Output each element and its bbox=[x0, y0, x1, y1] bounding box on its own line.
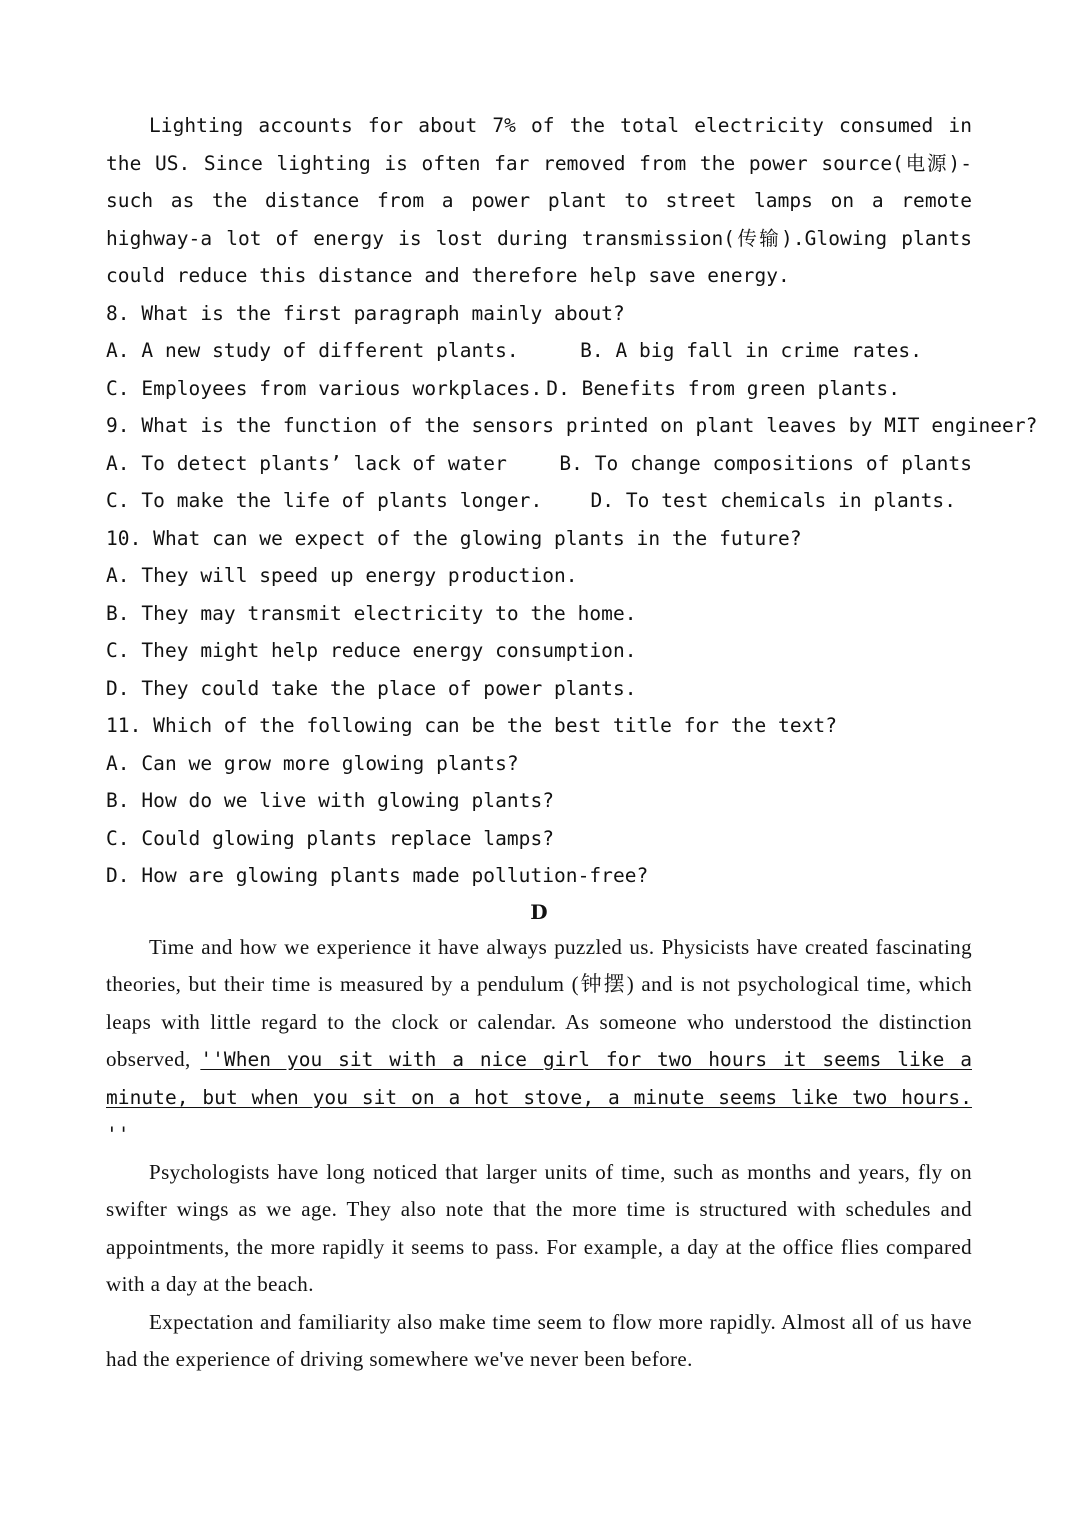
option-d: D. They could take the place of power plants. bbox=[106, 676, 637, 700]
option-b: B. How do we live with glowing plants? bbox=[106, 789, 555, 812]
passage-d-paragraph-1 bbox=[106, 929, 972, 1154]
page-content bbox=[106, 107, 1038, 1379]
question-10 bbox=[106, 520, 972, 708]
question-stem bbox=[106, 520, 972, 558]
question-stem bbox=[106, 295, 972, 333]
options-row-cd bbox=[106, 482, 972, 520]
options-row-ab bbox=[106, 332, 972, 370]
question-8 bbox=[106, 295, 972, 408]
option-a: A. They will speed up energy production. bbox=[106, 564, 578, 587]
passage-d-paragraph-3 bbox=[106, 1304, 972, 1379]
question-text: What is the first paragraph mainly about? bbox=[141, 301, 625, 325]
question-text: Which of the following can be the best title for the text? bbox=[153, 714, 837, 737]
question-stem bbox=[106, 707, 972, 745]
question-number: 11. bbox=[106, 714, 142, 737]
question-number: 10. bbox=[106, 526, 142, 550]
option-c: C. They might help reduce energy consumption. bbox=[106, 639, 637, 662]
closing-quote-mark: '' bbox=[106, 1123, 130, 1146]
option-c: C. Could glowing plants replace lamps? bbox=[106, 826, 555, 850]
question-number: 8. bbox=[106, 301, 130, 325]
question-9 bbox=[106, 407, 1038, 520]
option-c: C. To make the life of plants longer. bbox=[106, 489, 543, 512]
option-a: A. A new study of different plants. bbox=[106, 339, 519, 362]
option-d: D. Benefits from green plants. bbox=[546, 376, 900, 400]
passage-c-final-paragraph: Lighting accounts for about 7% of the total electricity consumed in the US. Since lighting is often far removed from the power source(电源)-such as the distance from a power plant to street lamps on a remote highway-a lot of energy is lost during transmission(传输).Glowing plants could reduce this distance and therefore help save energy. bbox=[106, 114, 972, 287]
options-row-ab bbox=[106, 445, 972, 483]
passage-d-paragraph-2 bbox=[106, 1154, 972, 1304]
option-d: D. How are glowing plants made pollution-free? bbox=[106, 864, 649, 887]
option-b: B. To change compositions of plants bbox=[559, 451, 972, 475]
option-b: B. A big fall in crime rates. bbox=[580, 339, 922, 362]
paragraph-text: Psychologists have long noticed that larger units of time, such as months and years, fly on swifter wings as we age. They also note that the more time is structured with schedules and appointments, the more rapidly it seems to pass. For example, a day at the office flies compared with a day at the beach. bbox=[106, 1159, 972, 1296]
option-c: C. Employees from various workplaces. bbox=[106, 376, 543, 400]
question-stem bbox=[106, 407, 1038, 445]
option-b: B. They may transmit electricity to the home. bbox=[106, 601, 637, 625]
option-a: A. To detect plants’ lack of water bbox=[106, 451, 507, 475]
underlined-quote: ''When you sit with a nice girl for two hours it seems like a minute, but when you sit on a hot stove, a minute seems like two hours. bbox=[106, 1048, 972, 1109]
question-11 bbox=[106, 707, 972, 895]
options-row-cd bbox=[106, 370, 972, 408]
question-number: 9. bbox=[106, 414, 130, 437]
passage-d-title: D bbox=[530, 899, 548, 924]
paragraph-text: Time and how we experience it have always puzzled us. Physicists have created fascinating theories, but their time is measured by a pendulum (钟摆) and is not psychological time, which leaps with little regard to the clock or calendar. As someone who understood the distinction observed, bbox=[106, 934, 972, 1071]
option-d: D. To test chemicals in plants. bbox=[590, 489, 956, 512]
option-a: A. Can we grow more glowing plants? bbox=[106, 751, 519, 775]
paragraph-text: Expectation and familiarity also make time seem to flow more rapidly. Almost all of us have had the experience of driving somewhere we've never been before. bbox=[106, 1309, 972, 1371]
question-text: What can we expect of the glowing plants in the future? bbox=[153, 526, 802, 550]
question-text: What is the function of the sensors printed on plant leaves by MIT engineer? bbox=[141, 414, 1038, 437]
